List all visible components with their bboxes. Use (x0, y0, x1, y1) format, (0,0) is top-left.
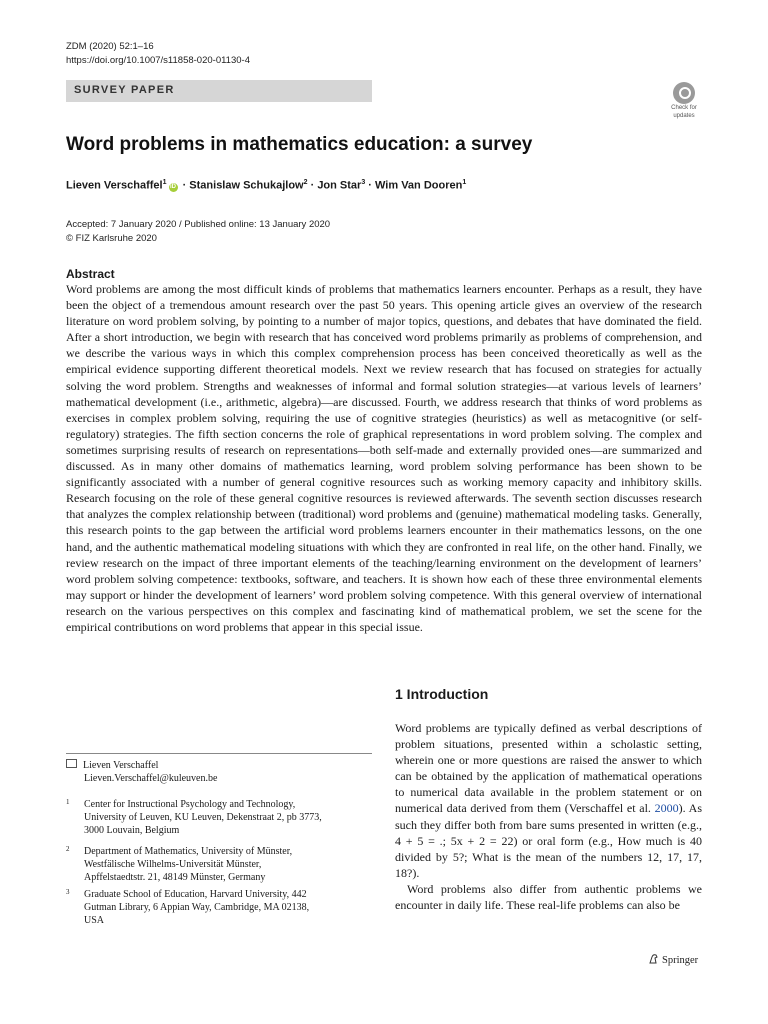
publisher-logo (648, 953, 698, 966)
paper-title: Word problems in mathematics education: a survey (66, 134, 533, 155)
affiliation-line: Center for Instructional Psychology and Technology, (84, 799, 296, 810)
publisher-name: Springer (662, 955, 699, 966)
affiliation-sup: 2 (303, 179, 308, 186)
abstract-text: Word problems are among the most difficult kinds of problems that mathematics learners encounter. Perhaps as a result, they have been the object of a tremendous amount research over the past 50 years. This opening article gives an overview of the research literature on word problem solving, by pointing to a number of major topics, questions, and debates that have dominated the field. After a short introduction, we begin with research that has conceived word problems primarily as problems of comprehension, and we describe the various ways in which this complex comprehension process has been conceived theoretically as well as the empirical evidence supporting different theoretical models. Next we review research that has focused on strategies for actually solving the word problem. Strengths and weaknesses of informal and formal solution strategies—at various levels of learners’ mathematical development (i.e., arithmetic, algebra)—are discussed. Fourth, we address research that thinks of word problems as exercises in complex problem solving, requiring the use of cognitive strategies (heuristics) as well as metacognitive (or self-regulatory) strategies. The fifth section concerns the role of graphical representations in word problem solving. The complex and sometimes surprising results of research on representations—both self-made and externally provided ones—are summarized and discussed. As in many other domains of mathematics learning, word problem solving performance has been shown to be significantly associated with a number of general cognitive resources such as working memory capacity and inhibitory skills. Research focusing on the role of these general cognitive resources is reviewed afterwards. The seventh section discusses research that analyzes the complex relationship between (traditional) word problems and (genuine) mathematical modeling tasks. Generally, this research points to the gap between the artificial word problems learners encounter in their mathematics lessons, on the one hand, and the authentic mathematical modeling situations with which they are confronted in real life, on the other hand. Finally, we review research on the impact of three important elements of the teaching/learning environment on the development of learners’ word problem solving competence: textbooks, software, and teachers. It is shown how each of these three environmental elements may support or hinder the development of learners’ word problem solving competence. With this general overview of international research on the various perspectives on this complex and fascinating kind of mathematical problem, we set the scene for the empirical contributions on word problems that appear in this special issue. (66, 282, 702, 634)
author-name[interactable]: Stanislaw Schukajlow (189, 179, 304, 192)
introduction-body (395, 720, 702, 913)
author-separator: · (365, 179, 376, 192)
journal-citation: ZDM (2020) 52:1–16 (66, 41, 154, 52)
author-separator: · (179, 179, 190, 192)
copyright-line: © FIZ Karlsruhe 2020 (66, 232, 157, 244)
badge-label-2: updates (673, 113, 695, 119)
affiliation-sup: 3 (361, 179, 366, 186)
affiliation-number: 1 (66, 798, 70, 806)
affiliation-line: USA (84, 915, 105, 926)
intro-text: ). As such they differ both from bare sums presented in written (e.g., 4 + 5 = .; 5x + 2 = 22) or oral form (e.g., How much is 40 divided by 5?; What is the mean of the numbers 12, 17, 17, 18?). (395, 801, 702, 880)
abstract-heading: Abstract (66, 267, 115, 281)
affiliation-sup: 1 (462, 179, 467, 186)
affiliation-number: 3 (66, 888, 70, 896)
affiliation-line: Apffelstaedtstr. 21, 48149 Münster, Germany (84, 872, 266, 883)
envelope-icon (66, 759, 77, 768)
orcid-icon[interactable]: iD (170, 183, 177, 190)
publication-dates (66, 218, 330, 245)
author-name[interactable]: Wim Van Dooren (375, 179, 463, 192)
badge-label-1: Check for (671, 105, 697, 111)
intro-paragraph: Word problems also differ from authentic problems we encounter in daily life. These real-life problems can also be (395, 881, 702, 913)
affiliation-line: Gutman Library, 6 Appian Way, Cambridge, MA 02138, (84, 902, 310, 913)
affiliation-line: University of Leuven, KU Leuven, Dekenstraat 2, pb 3773, (84, 812, 322, 823)
journal-meta (66, 40, 250, 68)
section-banner (66, 80, 372, 102)
corresponding-name: Lieven Verschaffel (83, 760, 159, 771)
affiliation-3 (66, 888, 372, 927)
citation-link[interactable]: 2000 (654, 801, 679, 816)
author-list (66, 179, 466, 192)
introduction-heading: 1 Introduction (395, 686, 489, 702)
check-for-updates-badge[interactable] (664, 82, 704, 124)
affiliation-number: 2 (66, 845, 70, 853)
affiliation-1 (66, 798, 372, 837)
author-separator: · (307, 179, 318, 192)
affiliation-sup: 1 (162, 179, 167, 186)
intro-paragraph (395, 720, 702, 881)
corresponding-email[interactable]: Lieven.Verschaffel@kuleuven.be (84, 773, 218, 784)
affiliation-line: Graduate School of Education, Harvard University, 442 (84, 889, 307, 900)
springer-horse-icon (648, 953, 659, 964)
check-for-updates-icon (673, 82, 695, 104)
accepted-published-dates: Accepted: 7 January 2020 / Published online: 13 January 2020 (66, 219, 331, 230)
affiliation-line: Westfälische Wilhelms-Universität Münster, (84, 859, 262, 870)
doi-link[interactable]: https://doi.org/10.1007/s11858-020-01130-4 (66, 55, 250, 66)
author-name[interactable]: Lieven Verschaffel (66, 179, 163, 192)
footnote-divider (66, 753, 372, 754)
corresponding-author (66, 759, 217, 785)
affiliation-line: 3000 Louvain, Belgium (84, 825, 180, 836)
section-label: SURVEY PAPER (74, 84, 175, 96)
intro-text: Word problems are typically defined as verbal descriptions of problem situations, presented within a scholastic setting, wherein one or more questions are raised the answer to which can be obtained by the application of mathematical operations to numerical data available in the problem statement or on numerical data derived from them (Verschaffel et al. (395, 721, 702, 816)
affiliation-line: Department of Mathematics, University of Münster, (84, 846, 293, 857)
affiliation-2 (66, 845, 372, 884)
author-name[interactable]: Jon Star (317, 179, 362, 192)
